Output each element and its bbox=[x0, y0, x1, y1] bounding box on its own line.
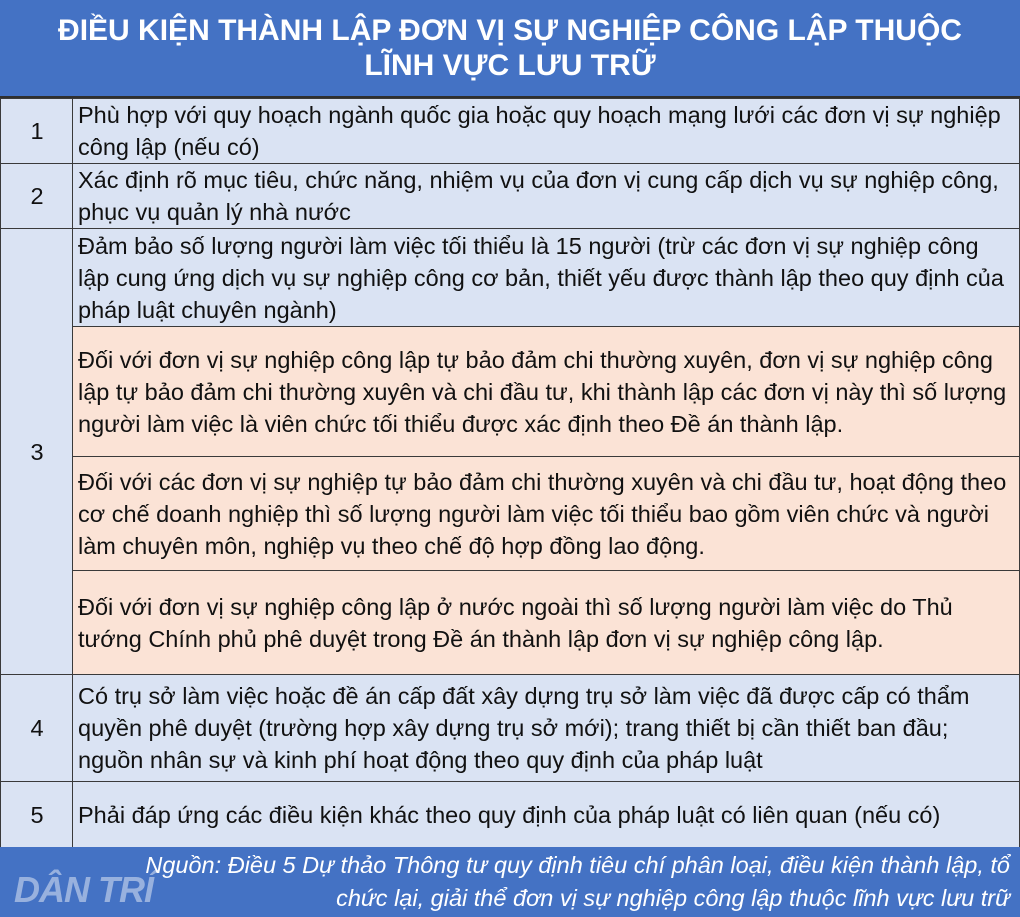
table-row bbox=[1, 782, 1020, 848]
table-row bbox=[1, 327, 1020, 457]
row-number: 1 bbox=[1, 99, 73, 164]
row-text: Xác định rõ mục tiêu, chức năng, nhiệm vụ của đơn vị cung cấp dịch vụ sự nghiệp công, phục vụ quản lý nhà nước bbox=[73, 164, 1020, 229]
title-line-2: LĨNH VỰC LƯU TRỮ bbox=[364, 49, 656, 82]
table-row bbox=[1, 164, 1020, 229]
row-number: 3 bbox=[1, 229, 73, 675]
row-number: 5 bbox=[1, 782, 73, 848]
source-footer bbox=[0, 847, 1020, 917]
row-text: Phải đáp ứng các điều kiện khác theo quy định của pháp luật có liên quan (nếu có) bbox=[73, 782, 1020, 848]
table-row bbox=[1, 99, 1020, 164]
row-number: 4 bbox=[1, 675, 73, 782]
title-line-1: ĐIỀU KIỆN THÀNH LẬP ĐƠN VỊ SỰ NGHIỆP CÔNG LẬP THUỘC bbox=[58, 14, 962, 47]
row-number: 2 bbox=[1, 164, 73, 229]
row-text: Phù hợp với quy hoạch ngành quốc gia hoặc quy hoạch mạng lưới các đơn vị sự nghiệp công lập (nếu có) bbox=[73, 99, 1020, 164]
row-text: Có trụ sở làm việc hoặc đề án cấp đất xây dựng trụ sở làm việc đã được cấp có thẩm quyền phê duyệt (trường hợp xây dựng trụ sở mới); trang thiết bị cần thiết ban đầu; nguồn nhân sự và kinh phí hoạt động theo quy định của pháp luật bbox=[73, 675, 1020, 782]
table-row bbox=[1, 571, 1020, 675]
row-text: Đảm bảo số lượng người làm việc tối thiểu là 15 người (trừ các đơn vị sự nghiệp công lập cung ứng dịch vụ sự nghiệp công cơ bản, thiết yếu được thành lập theo quy định của pháp luật chuyên ngành) bbox=[73, 229, 1020, 327]
title-banner bbox=[0, 0, 1020, 98]
row-text: Đối với các đơn vị sự nghiệp tự bảo đảm chi thường xuyên và chi đầu tư, hoạt động theo cơ chế doanh nghiệp thì số lượng người làm việc tối thiểu bao gồm viên chức và người làm chuyên môn, nghiệp vụ theo chế độ hợp đồng lao động. bbox=[73, 457, 1020, 571]
dantri-logo: DÂN TRÍ bbox=[14, 869, 153, 910]
row-text: Đối với đơn vị sự nghiệp công lập ở nước ngoài thì số lượng người làm việc do Thủ tướng Chính phủ phê duyệt trong Đề án thành lập đơn vị sự nghiệp công lập. bbox=[73, 571, 1020, 675]
conditions-table bbox=[0, 98, 1020, 848]
table-row bbox=[1, 675, 1020, 782]
row-text: Đối với đơn vị sự nghiệp công lập tự bảo đảm chi thường xuyên, đơn vị sự nghiệp công lập tự bảo đảm chi thường xuyên và chi đầu tư, khi thành lập các đơn vị này thì số lượng người làm việc là viên chức tối thiểu được xác định theo Đề án thành lập. bbox=[73, 327, 1020, 457]
source-line-1: Nguồn: Điều 5 Dự thảo Thông tư quy định tiêu chí phân loại, điều kiện thành lập, tổ bbox=[145, 852, 1010, 878]
table-row bbox=[1, 457, 1020, 571]
source-line-2: chức lại, giải thể đơn vị sự nghiệp công lập thuộc lĩnh vực lưu trữ bbox=[336, 885, 1010, 911]
table-row bbox=[1, 229, 1020, 327]
